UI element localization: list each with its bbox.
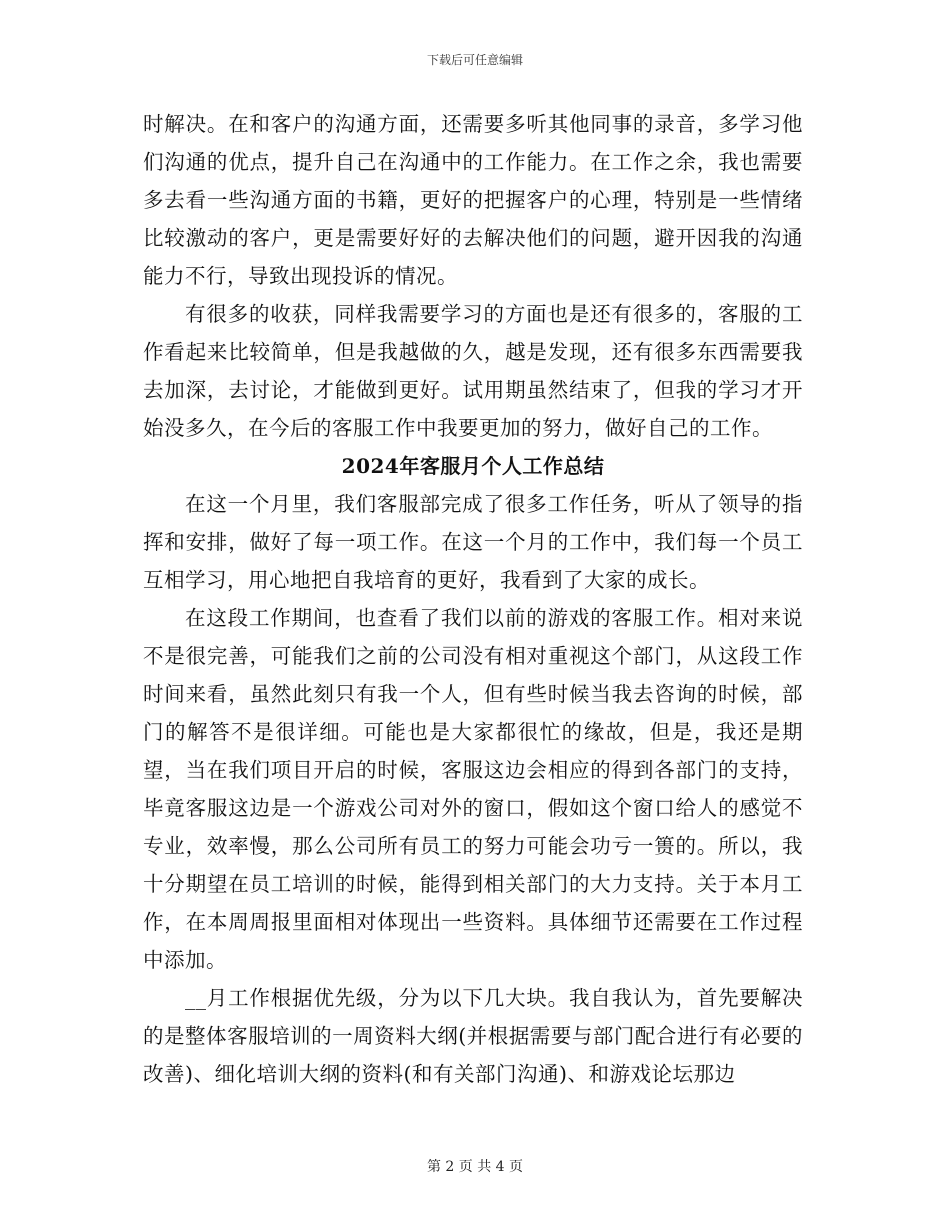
section-paragraph-3: __月工作根据优先级，分为以下几大块。我自我认为，首先要解决的是整体客服培训的一周资料大纲(并根据需要与部门配合进行有必要的改善)、细化培训大纲的资料(和有关部门沟通)、和游戏论坛那边 <box>143 986 803 1086</box>
paragraph-continued: 时解决。在和客户的沟通方面，还需要多听其他同事的录音，多学习他们沟通的优点，提升自己在沟通中的工作能力。在工作之余，我也需要多去看一些沟通方面的书籍，更好的把握客户的心理，特别是一些情绪比较激动的客户，更是需要好好的去解决他们的问题，避开因我的沟通能力不行，导致出现投诉的情况。 <box>143 112 803 288</box>
section-paragraph-2: 在这段工作期间，也查看了我们以前的游戏的客服工作。相对来说不是很完善，可能我们之前的公司没有相对重视这个部门，从这段工作时间来看，虽然此刻只有我一个人，但有些时候当我去咨询的时候，部门的解答不是很详细。可能也是大家都很忙的缘故，但是，我还是期望，当在我们项目开启的时候，客服这边会相应的得到各部门的支持，毕竟客服这边是一个游戏公司对外的窗口，假如这个窗口给人的感觉不专业，效率慢，那么公司所有员工的努力可能会功亏一篑的。所以，我十分期望在员工培训的时候，能得到相关部门的大力支持。关于本月工作，在本周周报里面相对体现出一些资料。具体细节还需要在工作过程中添加。 <box>143 606 803 972</box>
section-paragraph-1: 在这一个月里，我们客服部完成了很多工作任务，听从了领导的指挥和安排，做好了每一项工作。在这一个月的工作中，我们每一个员工互相学习，用心地把自我培育的更好，我看到了大家的成长。 <box>143 492 803 592</box>
page-footer: 第 2 页 共 4 页 <box>426 1159 524 1175</box>
paragraph-gains: 有很多的收获，同样我需要学习的方面也是还有很多的，客服的工作看起来比较简单，但是我越做的久，越是发现，还有很多东西需要我去加深，去讨论，才能做到更好。试用期虽然结束了，但我的学习才开始没多久，在今后的客服工作中我要更加的努力，做好自己的工作。 <box>143 302 803 440</box>
section-title: 2024年客服月个人工作总结 <box>341 454 605 478</box>
document-body <box>143 105 803 1093</box>
page-header: 下载后可任意编辑 <box>426 53 523 67</box>
